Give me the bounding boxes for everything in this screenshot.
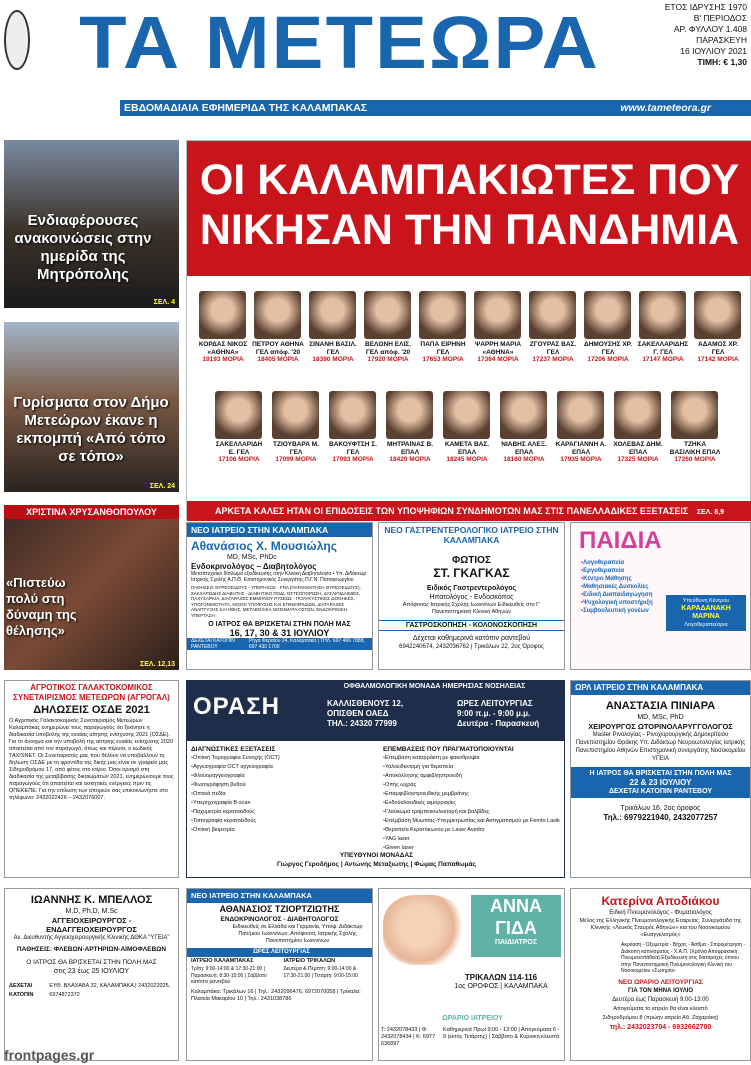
ad-tziortzis-kal-hours: Τρίτη: 9:00-14:00 & 17:30-21:00 | Παρασκευή: 8:30-15:00 | Σάββατο κατόπιν ραντεβού <box>191 966 267 985</box>
ad-gida-hours: Καθημερινά Πρωί 9:00 - 13:00 | Απογεύματα 6 - 9 (εκτός Τετάρτης) | Σάββατο & Κυριακή κλειστά <box>443 1027 560 1040</box>
list-item: • Οπτική βιομετρία <box>191 826 371 835</box>
ad-piniara[interactable] <box>570 680 751 878</box>
ad-gida-address1: ΤΡΙΚΑΛΩΝ 114-116 <box>464 973 538 982</box>
graduate-caption <box>526 341 580 364</box>
list-item: • Αγγειογραφία OCT αγγειογραφία <box>191 763 371 772</box>
ad-apodiakou-address: Σιδηροδρόμου 8 (πρώην ιατρείο Αθ. Ζαχαράκη) <box>602 1014 719 1021</box>
ad-orasi-phone: ΤΗΛ.: 24320 77999 <box>327 719 397 728</box>
graduate-score: 17364 ΜΟΡΙΑ <box>477 356 519 363</box>
ad-mousiolis-header: ΝΕΟ ΙΑΤΡΕΙΟ ΣΤΗΝ ΚΑΛΑΜΠΑΚΑ <box>187 523 372 537</box>
graduate-score: 17099 ΜΟΡΙΑ <box>275 456 317 463</box>
ad-gida-name1: ΑΝΝΑ <box>490 896 542 916</box>
ad-orasi-hours-value: 9:00 π.μ. - 9:00 μ.μ. <box>457 709 531 718</box>
ad-bellos-appt: ΔΕΧΕΤΑΙ ΚΑΤΟΠΙΝ <box>9 983 34 998</box>
ad-mousiolis-name: Αθανάσιος Χ. Μουσιώλης <box>191 539 337 553</box>
ad-argogal-title1: ΑΓΡΟΤΙΚΟΣ ΓΑΛΑΚΤΟΚΟΜΙΚΟΣ <box>30 683 153 692</box>
ad-orasi-unit-title: ΥΠΕΥΘΥΝΟΙ ΜΟΝΑΔΑΣ <box>339 852 414 859</box>
ad-tziortzis[interactable] <box>186 888 373 1061</box>
graduate-caption <box>581 341 635 364</box>
graduate-score: 17325 ΜΟΡΙΑ <box>617 456 659 463</box>
main-story[interactable] <box>186 140 751 520</box>
ad-bellos[interactable] <box>4 888 179 1061</box>
ad-apodiakou-desc: Μέλος της Ελληνικής Πνευμονολογικής Εταιρείας. Συνεργάτιδα της Κλινικής «Λευκός Σταυρός Αθηνών» και του Νοσοκομείου «Ευαγγελισμός» <box>579 918 742 938</box>
graduate-score: 17206 ΜΟΡΙΑ <box>587 356 629 363</box>
ad-gida-name2: ΓΙΔΑ <box>495 918 537 938</box>
graduate-name: ΤΖΙΟΥΒΑΡΑ Μ. ΓΕΛ <box>273 441 319 456</box>
ad-piniara-address: Τρικάλων 16, 2ος όροφος <box>620 805 701 812</box>
graduate-score: 18160 ΜΟΡΙΑ <box>503 456 545 463</box>
ad-gkagkas-name2: ΣΤ. ΓΚΑΓΚΑΣ <box>433 566 510 580</box>
list-item: • Επέμβαση Μυωπίας-Υπερμετρωπίας και Αστιγματισμού με Femto Lasik <box>383 817 563 826</box>
issue-info-line: ΑΡ. ΦΥΛΛΟΥ 1.408 <box>673 24 747 34</box>
ad-orasi-unit: ΟΦΘΑΛΜΟΛΟΓΙΚΗ ΜΟΝΑΔΑ ΗΜΕΡΗΣΙΑΣ ΝΟΣΗΛΕΙΑΣ <box>343 683 526 690</box>
ad-gkagkas-header: ΝΕΟ ΓΑΣΤΡΕΝΤΕΡΟΛΟΓΙΚΟ ΙΑΤΡΕΙΟ ΣΤΗΝ ΚΑΛΑΜΠΑΚΑ <box>384 525 559 545</box>
main-headline-line1: ΟΙ ΚΑΛΑΜΠΑΚΙΩΤΕΣ ΠΟΥ <box>199 156 740 204</box>
list-item: • Υαλοειδεκτομή για θεραπεία <box>383 763 563 772</box>
ad-piniara-specialty: ΧΕΙΡΟΥΡΓΟΣ ΩΤΟΡΙΝΟΛΑΡΥΓΓΟΛΟΓΟΣ <box>588 722 733 731</box>
ad-piniara-notice-box <box>571 767 750 798</box>
ad-bellos-footer <box>5 982 178 1000</box>
ad-karadanaki-badge3: Λογοθεραπεύτρια <box>684 622 728 628</box>
ad-bellos-notice: Ο ΙΑΤΡΟΣ ΘΑ ΒΡΙΣΚΕΤΑΙ ΣΤΗΝ ΠΟΛΗ ΜΑΣ <box>26 959 157 966</box>
graduate-photo <box>443 391 490 439</box>
ad-karadanaki-badge1: Υπεύθυνη Κέντρου <box>682 598 730 604</box>
graduate-name: ΖΓΟΥΡΑΣ ΒΑΣ. ΓΕΛ <box>529 341 577 356</box>
ad-tziortzis-kal-title: ΙΑΤΡΕΙΟ ΚΑΛΑΜΠΑΚΑΣ <box>191 958 254 964</box>
graduate-photo <box>584 291 631 339</box>
graduate-photo <box>474 291 521 339</box>
ad-karadanaki-logo: ΠΑΙΔΙΑ <box>579 527 662 554</box>
story-interview[interactable] <box>4 505 179 670</box>
ad-gida-address <box>439 973 563 991</box>
graduate-name: ΠΑΠΑ ΕΙΡΗΝΗ ΓΕΛ <box>420 341 466 356</box>
interview-quote: «Πιστεύω πολύ στη δύναμη της θέλησης» <box>6 575 77 638</box>
ad-tziortzis-address: Καλαμπάκα: Τρικάλων 16 | Τηλ.: 2432096476, 6972070058 | Τρίκαλα: Πλατεία Μακαρίου 10 | Τηλ.: 2431038786 <box>191 988 361 1002</box>
ad-gkagkas-desc: Απόφοιτος Ιατρικής Σχολής Ιωαννίνων Ειδικευθείς στο Γ' Πανεπιστημιακή Κλινική Αθηνών <box>402 602 541 615</box>
graduate-score: 17093 ΜΟΡΙΑ <box>332 456 374 463</box>
ad-mousiolis-appt: ΔΕΧΕΤΑΙ ΚΑΤΟΠΙΝ ΡΑΝΤΕΒΟΥ <box>191 638 235 650</box>
ad-mousiolis[interactable] <box>186 522 373 670</box>
graduate-score: 17237 ΜΟΡΙΑ <box>532 356 574 363</box>
list-item: • Φλουοραγγειογραφία <box>191 772 371 781</box>
graduate-score: 18245 ΜΟΡΙΑ <box>446 456 488 463</box>
ad-tziortzis-tri <box>280 957 373 986</box>
graduate-photo <box>309 291 356 339</box>
ad-mousiolis-notice: Ο ΙΑΤΡΟΣ ΘΑ ΒΡΙΣΚΕΤΑΙ ΣΤΗΝ ΠΟΛΗ ΜΑΣ <box>208 621 351 628</box>
list-item: • Κέντρο Μάθησης <box>571 575 661 583</box>
graduate-caption <box>306 341 360 364</box>
ad-tziortzis-desc: Ειδικευθείς σε Ελλάδα και Γερμανία, Υποψ. Διδάκτωρ Παν/μιου Ιωαννίνων. Απόφοιτος Ιατρικής Σχολής Πανεπιστημίου Ιωαννίνων <box>232 924 363 944</box>
graduate-caption <box>326 441 380 464</box>
graduate-photo <box>694 291 741 339</box>
graduate-photo <box>386 391 433 439</box>
ad-bellos-name: ΙΩΑΝΝΗΣ Κ. ΜΠΕΛΛΟΣ <box>30 894 153 906</box>
graduate-caption <box>497 441 551 464</box>
graduate-caption <box>361 341 415 364</box>
main-story-caption: ΑΡΚΕΤΑ ΚΑΛΕΣ ΗΤΑΝ ΟΙ ΕΠΙΔΟΣΕΙΣ ΤΩΝ ΥΠΟΨΗΦΙΩΝ ΣΥΝΔΗΜΟΤΩΝ ΜΑΣ ΣΤΙΣ ΠΑΝΕΛΛΑΔΙΚΕΣ ΕΞΕΤΑΣΕΙΣ <box>214 506 689 516</box>
ad-piniara-name: ΑΝΑΣΤΑΣΙΑ ΠΙΝΙΑΡΑ <box>605 700 716 712</box>
story-filming-headline: Γυρίσματα στον Δήμο Μετεώρων έκανε η εκπομπή «Από τόπο σε τόπο» <box>13 394 169 465</box>
ad-mousiolis-desc: Μεταπτυχιακό δίπλωμα εξειδίκευσης στην Κλινική Διαβητολογία • Υπ. Διδάκτωρ Ιατρικής Σχολής Α.Π.Θ. Επιστημονικός Συνεργάτης Π.Γ.Ν. Παπαγεωργίου <box>191 571 367 583</box>
graduate-name: ΒΕΛΩΝΗ ΕΛΙΣ. ΓΕΛ απόφ. '20 <box>365 341 411 356</box>
graduate-caption <box>416 341 470 364</box>
graduate-photo <box>215 391 262 439</box>
graduate-name: ΜΗΤΡΑΙΝΑΣ Β. ΕΠΑΛ <box>386 441 434 456</box>
graduate-photo <box>364 291 411 339</box>
ad-bellos-conditions: ΠΑΘΗΣΕΙΣ: ΦΛΕΒΩΝ-ΑΡΤΗΡΙΩΝ-ΑΙΜΟΦΛΕΒΩΝ <box>16 946 167 953</box>
graduate-photo <box>419 291 466 339</box>
ad-piniara-desc: Master Ρινολογίας - Ρινοχειρουργικής Δημοκρίτειου Πανεπιστημίου Θράκης Υπ. Διδάκτωρ Νευροωτολογίας Ιατρικής Πανεπιστημίου Αθηνών Επιστημονική συνεργάτης Νοσοκομείου ΥΓΕΙΑ <box>575 732 746 762</box>
graduate-name: ΧΟΛΕΒΑΣ ΔΗΜ. ΕΠΑΛ <box>613 441 663 456</box>
ad-apodiakou-services: Ακρόαση - Οξυμετρία - Βήχας - Άσθμα - Σπιρομέτρηση - Διακοπή καπνίσματος - Χ.Α.Π. (Χρόνια Αποφρακτική Πνευμονοπάθεια) Εξειδίκευση στις διαταραχές ύπνου στην Πανεπιστημιακή Πνευμονολογική Κλινική του Νοσοκομείου «Σωτηρία» <box>621 942 746 974</box>
ad-apodiakou[interactable] <box>570 888 751 1061</box>
list-item: • Φωτογράφηση βυθού <box>191 781 371 790</box>
ad-gkagkas-procedures: ΓΑΣΤΡΟΣΚΟΠΗΣΗ - ΚΟΛΟΝΟΣΚΟΠΗΣΗ <box>379 620 564 631</box>
interview-page: ΣΕΛ. 12,13 <box>140 661 175 668</box>
ad-orasi[interactable] <box>186 680 565 878</box>
ad-piniara-creds: MD, MSc, PhD <box>637 714 684 721</box>
graduate-name: ΣΑΚΕΛΛΑΡΙΔΗΣ Γ. ΓΕΛ <box>637 341 689 356</box>
ad-mousiolis-contact: Ρήγα Φεραίου 24, Καλαμπάκα | ΤΗΛ. 697 466 7888, 697 430 1700 <box>248 638 365 650</box>
main-story-caption-bar <box>187 501 751 521</box>
ad-orasi-surg-title: ΕΠΕΜΒΑΣΕΙΣ ΠΟΥ ΠΡΑΓΜΑΤΟΠΟΙΟΥΝΤΑΙ <box>383 746 514 753</box>
ad-orasi-address1: ΚΑΛΛΙΣΘΕΝΟΥΣ 12, <box>327 699 404 708</box>
main-headline-line2: ΝΙΚΗΣΑΝ ΤΗΝ ΠΑΝΔΗΜΙΑ <box>199 206 740 254</box>
graduate-name: ΤΖΗΚΑ ΒΑΣΙΛΙΚΗ ΕΠΑΛ <box>669 441 721 456</box>
ad-orasi-address2: ΟΠΙΣΘΕΝ ΟΑΕΔ <box>327 709 389 718</box>
graduate-name: ΑΔΑΜΟΣ ΧΡ. ΓΕΛ <box>698 341 738 356</box>
ad-orasi-doctors: Γιώργος Γεροδήμος | Αντώνης Μεταξιώτης | Φώμας Παπαθωμάς <box>277 861 476 868</box>
graduate-photo <box>557 391 604 439</box>
list-item: • Λογοθεραπεία <box>571 559 661 567</box>
ad-gkagkas-specialty: Ειδικός Γαστρεντερολόγος <box>426 585 517 592</box>
issue-info-line: ΠΑΡΑΣΚΕΥΗ <box>696 35 747 45</box>
story-metropolis[interactable] <box>4 140 179 308</box>
graduate-name: ΚΑΡΑΓΙΑΝΝΗ Α. ΕΠΑΛ <box>555 441 607 456</box>
ad-gida-phones: Τ: 2432078433 | Φ: 2432078434 | Κ: 6977 636897 <box>381 1027 436 1047</box>
list-item: • Γλαύκωμα τραμπεκουλεκτομή και βαλβίδες <box>383 808 563 817</box>
list-item: • Ψυχολογική υποστήριξη <box>571 599 661 607</box>
list-item: • Ειδική Διαπαιδαγώγηση <box>571 591 661 599</box>
ad-orasi-hours-title: ΩΡΕΣ ΛΕΙΤΟΥΡΓΙΑΣ <box>457 699 533 708</box>
ad-piniara-appt: ΔΕΧΕΤΑΙ ΚΑΤΟΠΙΝ ΡΑΝΤΕΒΟΥ <box>608 788 713 795</box>
list-item: • Επαμφιβληστροειδικής μεμβράνης <box>383 790 563 799</box>
ad-gkagkas-appt: Δέχεται καθημερινά κατόπιν ραντεβού <box>412 635 531 642</box>
ad-gida-specialty: ΠΑΙΔΙΑΤΡΟΣ <box>494 939 538 946</box>
graduate-caption <box>554 441 608 464</box>
graduate-photo <box>639 291 686 339</box>
ad-bellos-contact: ΕΥΘ. ΒΛΑΧΑΒΑ 32, ΚΑΛΑΜΠΑΚΑ | 2432022025, 6974872372 <box>49 983 171 998</box>
ad-bellos-dates: στις 23 έως 25 ΙΟΥΛΙΟΥ <box>53 968 130 975</box>
ad-apodiakou-note: Απογεύματα το ιατρείο θα είναι κλειστό <box>613 1005 708 1012</box>
graduate-name: ΣΑΚΕΛΛΑΡΙΔΗ Ε. ΓΕΛ <box>215 441 263 456</box>
graduate-caption <box>668 441 722 464</box>
ad-mousiolis-dates: 16, 17, 30 & 31 ΙΟΥΛΙΟΥ <box>229 628 330 638</box>
ad-orasi-brand: ΟΡΑΣΗ <box>193 693 280 720</box>
list-item: • Οπτική Τομογραφία Συνοχής (OCT) <box>191 754 371 763</box>
issue-info <box>647 2 747 68</box>
ad-tziortzis-kal <box>187 957 280 986</box>
ad-bellos-desc: Αν. Διευθυντής Αγγειοχειρουργικής Κλινικής ΔΘΚΑ "ΥΓΕΙΑ" <box>13 935 170 941</box>
graduate-name: ΒΑΚΟΥΦΤΣΗ Σ. ΓΕΛ <box>329 441 377 456</box>
ad-bellos-creds: M.D, Ph.D, M.Sc <box>65 908 118 915</box>
ad-argogal[interactable] <box>4 680 179 878</box>
ad-gida-hours-title: ΩΡΑΡΙΟ ΙΑΤΡΕΙΟΥ <box>442 1015 503 1022</box>
issue-info-line: ΤΙΜΗ: € 1,30 <box>697 57 747 67</box>
list-item: • Οπτικά πεδία <box>191 790 371 799</box>
ad-apodiakou-hours-title: ΝΕΟ ΩΡΑΡΙΟ ΛΕΙΤΟΥΡΓΙΑΣ <box>618 978 703 986</box>
ad-mousiolis-services: ΠΑΘΗΣΕΙΣ ΘΥΡΕΟΕΙΔΟΥΣ - ΥΠΕΡΗΧΟΣ - FNA (ΠΑΡΑΚΕΝΤΗΣΗ ΘΥΡΕΟΕΙΔΟΥΣ), ΣΑΚΧΑΡΩΔΗΣ ΔΙΑΒΗΤΗΣ - ΔΙΑΒΗΤΙΚΟ ΠΟΔΙ, ΟΣΤΕΟΠΟΡΩΣΗ, ΔΥΣΛΙΠΙΔΑΙΜΙΕΣ, ΠΑΧΥΣΑΡΚΙΑ, ΔΙΑΤΑΡΑΧΕΣ ΕΜΜΗΝΟΥ ΡΥΣΕΩΣ - ΠΟΛΥΚΥΣΤΙΚΕΣ ΩΟΘΗΚΕΣ, ΥΠΟΓΟΝΙΜΟΤΗΤΑ, ΝΟΣΟΙ ΥΠΟΦΥΣΗΣ ΚΑΙ ΕΠΙΝΕΦΡΙΔΙΩΝ, ΔΙΑΤΑΡΑΧΕΣ ΑΝΑΠΤΥΞΗΣ ΚΑΙ ΗΒΗΣ, ΜΕΤΑΒΟΛΙΚΑ ΝΟΣΗΜΑΤΑ ΟΣΤΩΝ, ΕΝΔΟΚΡΙΝΙΚΗ ΥΠΕΡΤΑΣΗ <box>191 585 361 618</box>
graduate-name: ΔΗΜΟΥΣΗΣ ΧΡ. ΓΕΛ <box>584 341 632 356</box>
list-item: • Θεραπεία Κερατόκωνου με Laser Avedro <box>383 826 563 835</box>
ad-orasi-exams-title: ΔΙΑΓΝΩΣΤΙΚΕΣ ΕΞΕΤΑΣΕΙΣ <box>191 746 276 753</box>
graduate-name: ΝΙΑΒΗΣ ΑΛΕΞ. ΕΠΑΛ <box>501 441 547 456</box>
graduate-name: ΚΑΜΕΤΑ ΒΑΣ. ΕΠΑΛ <box>444 441 490 456</box>
list-item: • Συμβουλευτική γονέων <box>571 607 661 615</box>
ad-tziortzis-hours-title: ΩΡΕΣ ΛΕΙΤΟΥΡΓΙΑΣ <box>187 948 372 957</box>
ad-orasi-hours <box>457 699 539 729</box>
ad-gida[interactable] <box>378 888 565 1061</box>
list-item: • YAG laser <box>383 835 563 844</box>
ad-apodiakou-name: Κατερίνα Αποδιάκου <box>601 894 720 908</box>
graduate-score: 17653 ΜΟΡΙΑ <box>422 356 464 363</box>
ad-tziortzis-header: ΝΕΟ ΙΑΤΡΕΙΟ ΣΤΗΝ ΚΑΛΑΜΠΑΚΑ <box>187 889 372 903</box>
graduate-photo <box>529 291 576 339</box>
story-metropolis-headline: Ενδιαφέρουσες ανακοινώσεις στην ημερίδα της Μητρόπολης <box>14 212 152 283</box>
list-item: • Υπερηχογραφία B-scan <box>191 799 371 808</box>
issue-info-line: ΕΤΟΣ ΙΔΡΥΣΗΣ 1970 <box>664 2 747 12</box>
list-item: • Μαθησιακές Δυσκολίες <box>571 583 661 591</box>
ad-bellos-specialty1: ΑΓΓΕΙΟΧΕΙΡΟΥΡΓΟΣ - <box>51 916 132 925</box>
graduate-name: ΣΙΝΑΝΗ ΒΑΣΙΛ. ΓΕΛ <box>309 341 357 356</box>
graduate-photo <box>671 391 718 439</box>
graduate-photo <box>329 391 376 439</box>
graduate-score: 18390 ΜΟΡΙΑ <box>312 356 354 363</box>
graduate-name: ΠΕΤΡΟΥ ΑΘΗΝΑ ΓΕΛ απόφ. '20 <box>252 341 304 356</box>
ad-apodiakou-hours: Δευτέρα έως Παρασκευή 9:00-13:00 <box>612 996 709 1003</box>
baby-photo <box>383 895 463 965</box>
main-headline <box>187 141 751 276</box>
watermark: frontpages.gr <box>4 1047 95 1063</box>
ad-orasi-exams <box>191 745 371 835</box>
ad-orasi-exams-list <box>191 754 371 835</box>
graduate-caption <box>440 441 494 464</box>
list-item: • Παχυμετρία κερατοειδούς <box>191 808 371 817</box>
ad-tziortzis-name: ΑΘΑΝΑΣΙΟΣ ΤΖΙΟΡΤΖΙΩΤΗΣ <box>219 904 340 914</box>
ad-tziortzis-tri-hours: Δευτέρα & Πέμπτη: 9:00-14:00 & 17:30-21:00 | Τετάρτη: 9:00-15:00 <box>283 966 358 979</box>
ad-mousiolis-creds: MD, MSc, PhDc <box>227 554 277 561</box>
main-story-page: ΣΕΛ. 8,9 <box>696 509 724 516</box>
ad-tziortzis-hours <box>187 957 372 986</box>
ad-gkagkas-sub: Ηπατολόγος - Ενδοσκόπος <box>429 594 514 601</box>
list-item: • Επέμβαση καταρράκτη με φακοθρυψία <box>383 754 563 763</box>
graduate-photo <box>500 391 547 439</box>
graduate-score: 18420 ΜΟΡΙΑ <box>389 456 431 463</box>
list-item: • Τοπογραφία κερατοειδούς <box>191 817 371 826</box>
ad-orasi-surg-list <box>383 754 563 853</box>
ad-mousiolis-footer <box>187 638 372 650</box>
ad-bellos-specialty2: ΕΝΔΑΓΓΕΙΟΧΕΙΡΟΥΡΓΟΣ <box>46 925 137 934</box>
ad-orasi-days: Δευτέρα - Παρασκευή <box>457 719 540 728</box>
graduate-score: 17260 ΜΟΡΙΑ <box>674 456 716 463</box>
ad-gkagkas-name1: ΦΩΤΙΟΣ <box>452 555 491 566</box>
issue-info-line: 16 ΙΟΥΛΙΟΥ 2021 <box>680 46 747 56</box>
ad-piniara-phone: Τηλ.: 6979221940, 2432077257 <box>603 813 718 822</box>
ad-apodiakou-specialty: Ειδική Πνευμονολόγος - Φυματιολόγος <box>609 910 712 916</box>
ad-karadanaki[interactable] <box>570 522 751 670</box>
graduate-caption <box>471 341 525 364</box>
graduate-caption <box>196 341 250 364</box>
graduate-caption <box>636 341 690 364</box>
ad-gida-address2: 1ος ΟΡΟΦΟΣ | ΚΑΛΑΜΠΑΚΑ <box>454 983 548 990</box>
website-link[interactable]: www.tameteora.gr <box>620 102 711 114</box>
graduate-caption <box>251 341 305 364</box>
graduate-photo <box>199 291 246 339</box>
graduate-caption <box>269 441 323 464</box>
ad-karadanaki-badge <box>666 595 746 631</box>
ad-gida-namebox <box>471 895 561 957</box>
graduate-photo <box>254 291 301 339</box>
graduate-score: 17147 ΜΟΡΙΑ <box>642 356 684 363</box>
graduate-score: 17920 ΜΟΡΙΑ <box>367 356 409 363</box>
masthead-stripe <box>120 100 751 116</box>
ad-karadanaki-badge2: ΚΑΡΑΔΑΝΑΚΗ ΜΑΡΙΝΑ <box>681 605 731 620</box>
graduate-score: 17142 ΜΟΡΙΑ <box>697 356 739 363</box>
issue-info-line: Β' ΠΕΡΙΟΔΟΣ <box>693 13 747 23</box>
ad-tziortzis-tri-title: ΙΑΤΡΕΙΟ ΤΡΙΚΑΛΩΝ <box>283 958 336 964</box>
graduate-caption <box>691 341 745 364</box>
ad-orasi-footer <box>187 851 565 869</box>
graduate-photo <box>272 391 319 439</box>
ad-argogal-title2: ΣΥΝΕΤΑΙΡΙΣΜΟΣ ΜΕΤΕΩΡΩΝ (ΑΓΡΟΓΑΛ) <box>13 693 170 702</box>
graduate-photo <box>614 391 661 439</box>
graduate-caption <box>212 441 266 464</box>
ad-piniara-notice: Η ΙΑΤΡΟΣ ΘΑ ΒΡΙΣΚΕΤΑΙ ΣΤΗΝ ΠΟΛΗ ΜΑΣ <box>589 770 732 777</box>
ad-orasi-address <box>327 699 403 729</box>
story-metropolis-page: ΣΕΛ. 4 <box>153 299 175 306</box>
list-item: • Οπής ωχράς <box>383 781 563 790</box>
list-item: • Green laser <box>383 844 563 853</box>
list-item: • Αποκόλλησης αμφιβληστροειδή <box>383 772 563 781</box>
story-filming-page: ΣΕΛ. 24 <box>149 483 175 490</box>
graduate-caption <box>611 441 665 464</box>
ad-gkagkas[interactable] <box>378 522 565 670</box>
ad-tziortzis-specialty: ΕΝΔΟΚΡΙΝΟΛΟΓΟΣ - ΔΙΑΒΗΤΟΛΟΓΟΣ <box>220 916 339 923</box>
graduate-score: 19193 ΜΟΡΙΑ <box>202 356 244 363</box>
graduate-score: 17935 ΜΟΡΙΑ <box>560 456 602 463</box>
graduate-score: 17106 ΜΟΡΙΑ <box>218 456 260 463</box>
interview-name: ΧΡΙΣΤΙΝΑ ΧΡΥΣΑΝΘΟΠΟΥΛΟΥ <box>4 505 179 519</box>
ad-gkagkas-contact: 6942240674, 2432036762 | Τρικάλων 22, 2ος Όροφος <box>399 644 544 650</box>
list-item: • Εργοθεραπεία <box>571 567 661 575</box>
ad-apodiakou-hours-sub: ΓΙΑ ΤΟΝ ΜΗΝΑ ΙΟΥΛΙΟ <box>627 987 694 994</box>
ad-orasi-top <box>187 681 564 741</box>
list-item: • Ενδοϋαλοειδικές αιμορραγίες <box>383 799 563 808</box>
ad-argogal-body: Ο Αγροτικός Γαλακτοκομικός Συνεταιρισμός Μετεώρων Καλαμπάκας ενημερώνει τους παραγωγούς ότι ξεκίνησε η διαδικασία υποβολής της ενιαίας αίτησης ενίσχυσης 2021 (ΟΣΔΕ). Για το άνοιγμα και την υποβολή της αίτησης ενιαίας ενίσχυσης 2020 απαιτείται από τον παραγωγό, όπως και πέρυσι, ο κωδικός TAXISNET. Οι Συνεταιριστές μας που θέλουν να υποβάλλουν τη δήλωση ΟΣΔΕ με τη φροντίδα της δικής μας είναι σε γραφείο μας Σιδηροδρόμου 17, από φέτος στο κτίριο. Όσοι ορισμό στη διαδικασία της μεταβίβασης δικαιωμάτων 2021, ενημερώνουμε τους παραγωγούς ότι απαιτείται και ασκητικές ενέργειες πριν τις ΟΠΕΚΕΠΕ. Για την επίλυση των αποριών σας επικοινωνήστε στο τηλέφωνο: 2432022426 – 2432076007. <box>9 718 174 801</box>
masthead-title: ΤΑ ΜΕΤΕΩΡΑ <box>79 1 600 84</box>
ad-piniara-header: ΩΡΛ ΙΑΤΡΕΙΟ ΣΤΗΝ ΚΑΛΑΜΠΑΚΑ <box>571 681 750 695</box>
graduate-name: ΚΟΡΔΑΣ ΝΙΚΟΣ «ΑΘΗΝΑ» <box>198 341 248 356</box>
ad-argogal-heading: ΔΗΛΩΣΕΙΣ ΟΣΔΕ 2021 <box>33 704 150 716</box>
ad-orasi-surgeries <box>383 745 563 853</box>
graduate-score: 18405 ΜΟΡΙΑ <box>257 356 299 363</box>
story-filming[interactable] <box>4 322 179 492</box>
ad-piniara-dates: 22 & 23 ΙΟΥΛΙΟΥ <box>629 778 692 787</box>
graduate-caption <box>383 441 437 464</box>
masthead-subtitle: ΕΒΔΟΜΑΔΙΑΙΑ ΕΦΗΜΕΡΙΔΑ ΤΗΣ ΚΑΛΑΜΠΑΚΑΣ <box>124 102 368 114</box>
ad-mousiolis-specialty: Ενδοκρινολόγος – Διαβητολόγος <box>191 562 317 571</box>
ad-apodiakou-phone: τηλ.: 2432023704 - 6932662700 <box>609 1023 712 1031</box>
graduate-name: ΨΑΡΡΗ ΜΑΡΙΑ «ΑΘΗΝΑ» <box>474 341 522 356</box>
